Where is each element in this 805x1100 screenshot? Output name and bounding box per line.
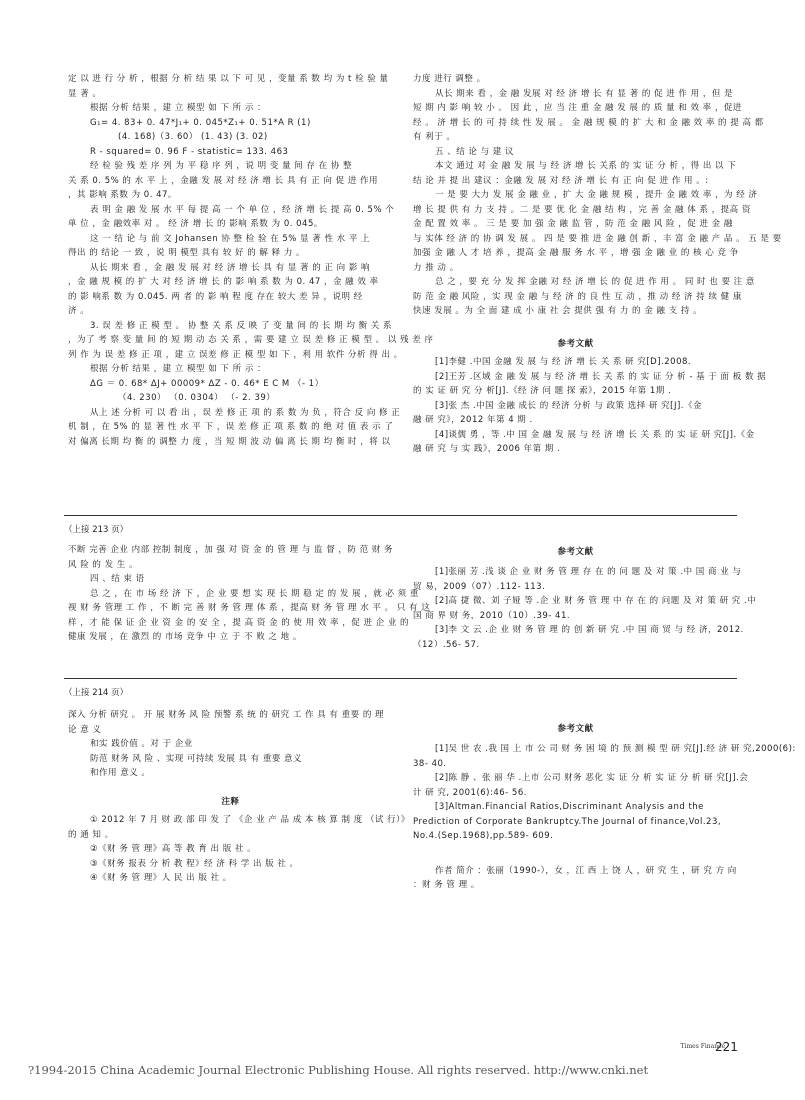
references-heading: 参考文献 — [557, 724, 594, 734]
body-text-line: 四 、结 束 语 — [90, 574, 145, 584]
reference-item: No.4.(Sep.1968),pp.589- 609. — [413, 831, 554, 841]
body-text-line: 根据 分析 结果 ，建 立 模型 如 下 所 示 ： — [90, 364, 267, 374]
body-text-line: 深入 分析 研究 。 开 展 财务 风 险 预警 系 统 的 研究 工 作 具 有 重要 的 理 — [68, 710, 385, 720]
reference-item: [2]陈 静 、张 丽 华 .上市 公司 财务 恶化 实 证 分 析 实 证 分 析 研 究[J].会 — [435, 773, 749, 783]
body-text-line: 防 范 金 融 风险 ，实 现 金 融 与 经 济 的 良 性 互 动 ，推 动 经 济 持 续 健 康 — [413, 291, 742, 302]
body-text-line: （4. 230） （0. 0304） （- 2. 39） — [118, 393, 276, 403]
reference-item: 计 研 究, 2001(6):46- 56. — [413, 787, 527, 798]
body-text-line: 风 险 的 发 生 。 — [68, 559, 139, 570]
reference-item: [2]高 捷 微、刘 子娅 等 .企 业 财 务 管 理 中 存 在 的 问题 及 对 策 研 究 .中 — [435, 596, 757, 606]
section-divider — [64, 678, 737, 679]
note-item: ③《财务 报表 分 析 教 程》经 济 科 学 出 版 社 。 — [90, 858, 299, 869]
reference-item: [1]李健 .中国 金融 发 展 与 经 济 增 长 关 系 研 究[D].2008. — [435, 357, 692, 367]
body-text-line: 快速 发展 。为 全 面 建 成 小 康 社 会 提供 强 有 力 的 金 融 支 持 。 — [413, 306, 703, 316]
body-text-line: 和作用 意义 。 — [90, 768, 151, 778]
reference-item: 的 实 证 研 究 分 析[J].《经 济 问 题 探 索》，2015 年第 1期 . — [413, 386, 672, 396]
body-text-line: 经 。 济 增 长 的 可 持 续 性 发 展 。 金 融 规 模 的 扩 大 和 金 融 效 率 的 提 高 都 — [413, 117, 764, 128]
notes-heading: 注释 — [221, 796, 240, 807]
body-text-line: 表 明 金 融 发 展 水 平 每 提 高 一 个 单 位 ，经 济 增 长 提 高 0. 5% 个 — [90, 204, 395, 215]
reference-item: Prediction of Corporate Bankruptcy.The Journal of finance,Vol.23, — [413, 816, 722, 827]
body-text-line: 样 ，才 能 保 证 企 业 资 金 的 安 全 ，提 高 资 金 的 使 用 效 率 ，促 进 企 业 的 — [68, 617, 410, 628]
body-text-line: 力 推 动 。 — [413, 262, 459, 273]
body-text-line: 与 实体 经 济 的 协 调 发 展 。 四 是 要 推 进 金 融 创 新 ，丰 富 金 融 产 品 。 五 是 要 — [413, 233, 782, 244]
body-text-line: 论 意 义 — [68, 724, 102, 735]
body-text-line: 五 、结 论 与 建 议 — [435, 146, 515, 157]
body-text-line: 不断 完善 企业 内部 控制 制度 ，加 强 对 资 金 的 管 理 与 监 督 ，防 范 财 务 — [68, 545, 394, 555]
section-divider — [64, 515, 737, 516]
body-text-line: 加强 金 融 人 才 培 养 ，提高 金 融 服 务 水 平 ，增 强 金 融 业 的 核 心 竞 争 — [413, 248, 739, 258]
body-text-line: ，为了 考 察 变 量 间 的 短 期 动 态 关 系 ，需 要 建 立 误 差 修 正 模 型 。 以 残 差 序 — [68, 335, 434, 345]
body-text-line: 对 偏离 长期 均 衡 的 调整 力 度 ，当 短 期 波 动 偏 离 长 期 均 衡 时 ，将 以 — [68, 436, 391, 447]
body-text-line: 单 位 ，金 融效率 对 。 经 济 增 长 的 影响 系数 为 0. 045。 — [68, 219, 323, 229]
note-item: ④《财 务 管 理》人 民 出 版 社 。 — [90, 873, 232, 883]
reference-item: 贸 易，2009（07）.112- 113. — [413, 581, 546, 592]
reference-item: 融 研 究 与 实 践》，2006 年第 期 . — [413, 444, 561, 454]
body-text-line: 短 期 内 影 响 较 小 。 因 此 ，应 当 注 重 金 融 发 展 的 质 量 和 效 率 ，促进 — [413, 103, 742, 113]
note-item: ②《财 务 管 理》高 等 教 育 出 版 社 。 — [90, 844, 257, 854]
continued-from-header: （上接 213 页） — [64, 525, 129, 535]
body-text-line: 列 作 为 误 差 修 正 项 ，建 立 误差 修 正 模 型 如 下 ，利 用 软件 分析 得 出 。 — [68, 349, 403, 360]
body-text-line: 显 著 。 — [68, 88, 102, 99]
continued-from-header: （上接 214 页） — [64, 688, 129, 698]
body-text-line: 从长 期来 看 ，金 融 发展 对 经 济 增 长 有 显 著 的 促 进 作 用 ，但 是 — [435, 88, 734, 99]
body-text-line: 防范 财务 风 险 、实现 可持续 发展 具 有 重要 意义 — [90, 753, 303, 764]
body-text-line: 从上 述 分析 可 以 看 出 ，误 差 修 正 项 的 系 数 为 负 ，符合 反 向 修 正 — [90, 407, 401, 418]
references-heading: 参考文献 — [557, 338, 594, 349]
body-text-line: 总 之 ，在 市 场 经 济 下 ，企 业 要 想 实 现 长 期 稳 定 的 发 展 ，就 必 须 重 — [90, 588, 419, 599]
reference-item: [3]张 杰 .中国 金融 成长 的 经济 分析 与 政策 选择 研 究[J].《金 — [435, 400, 703, 411]
body-text-line: 得出 的 结论 一 致 ，说 明 模型 具有 较 好 的 解 释 力 。 — [68, 248, 306, 258]
reference-item: 38- 40. — [413, 758, 447, 769]
page-number: 221 — [715, 1040, 738, 1054]
copyright-notice: ?1994-2015 China Academic Journal Electronic Publishing House. All rights reserved. http://www.cnki.net — [28, 1063, 649, 1077]
author-bio-line: ：财 务 管 理 。 — [413, 880, 480, 890]
body-text-line: 这 一 结 论 与 前 文 Johansen 协 整 检 验 在 5% 显 著 性 水 平 上 — [90, 233, 371, 244]
reference-item: [1]吴 世 农 .我 国 上 市 公 司 财 务 困 境 的 预 测 模 型 研 究[J].经 济 研 究,2000(6): — [435, 744, 796, 754]
body-text-line: 金 配 置 效 率 。 三 是 要 加 强 金 融 监 管 ，防 范 金 融 风 险 ，促 进 金 融 — [413, 219, 733, 229]
reference-item: [2]王芳 .区域 金 融 发 展 与 经 济 增 长 关 系 的 实 证 分 析 - 基 于 面 板 数 据 — [435, 371, 767, 382]
body-text-line: ，金 融 规 模 的 扩 大 对 经 济 增 长 的 影 响 系 数 为 0. 47 ，金 融 效 率 — [68, 277, 379, 287]
body-text-line: 机 制 ，在 5% 的 显 著 性 水 平 下 ，误 差 修 正 项 系 数 的 绝 对 值 表 示 了 — [68, 422, 394, 432]
note-item: 的 通 知 。 — [68, 829, 114, 840]
author-bio-line: 作者 简介 ：张丽（1990-），女 ，江 西 上 饶 人 ，研 究 生 ，研 究 方 向 — [435, 865, 737, 876]
body-text-line: 结 论 并 提 出 建议 ：金融 发 展 对 经 济 增 长 有 正 向 促 进 作 用 。: — [413, 175, 709, 186]
body-text-line: 关 系 0. 5% 的 水 平 上 ，金融 发 展 对 经 济 增 长 具 有 正 向 促 进 作用 — [68, 175, 379, 186]
body-text-line: 有 利于 。 — [413, 132, 456, 142]
body-text-line: 定 以 进 行 分 析 ，根据 分 析 结 果 以 下 可 见 ，变量 系 数 均 为 t 检 验 量 — [68, 74, 389, 84]
body-text-line: 健康 发展 ，在 激烈 的 市场 竞争 中 立 于 不 败 之 地 。 — [68, 632, 302, 642]
body-text-line: 一 是 要 大力 发 展 金 融 业 ，扩 大 金 融 规 模 ，提升 金 融 效 率 ，为 经 济 — [435, 190, 758, 200]
body-text-line: 经 检 验 残 差 序 列 为 平 稳 序 列 ，说 明 变 量 间 存 在 协 整 — [90, 161, 353, 171]
body-text-line: 总 之 ，要 充 分 发 挥 金融 对 经 济 增 长 的 促 进 作 用 。 同 时 也 要 注 意 — [435, 277, 755, 287]
body-text-line: 增 长 提 供 有 力 支 持 。二 是 要 优 化 金 融 结 构 ，完 善 金 融 体 系 ，提高 资 — [413, 204, 751, 215]
body-text-line: R - squared= 0. 96 F - statistic= 133. 463 — [90, 146, 289, 157]
reference-item: 国 商 界 财 务，2010（10）.39- 41. — [413, 610, 571, 621]
reference-item: [4]谈儒 勇 ，等 .中 国 金 融 发 展 与 经 济 增 长 关 系 的 实 证 研 究[J].《金 — [435, 429, 755, 440]
body-text-line: 力度 进行 调整 。 — [413, 74, 486, 84]
journal-name: Times Finance — [680, 1043, 725, 1050]
body-text-line: (4. 168)（3. 60） (1. 43) (3. 02) — [118, 132, 268, 142]
body-text-line: 视 财 务 管理 工 作 ，不 断 完 善 财 务 管 理 体 系 ，提高 财 务 管 理 水 平 。 只 有 这 — [68, 603, 431, 613]
body-text-line: G₁= 4. 83+ 0. 47*J₁+ 0. 045*Z₁+ 0. 51*A R (1) — [90, 117, 311, 128]
note-item: ① 2012 年 7 月 财 政 部 印 发 了 《企 业 产 品 成 本 核 算 制 度 （试 行）》 — [90, 815, 410, 825]
body-text-line: 从长 期来 看 ，金 融 发 展 对 经 济 增 长 具 有 显 著 的 正 向 影 响 — [90, 262, 371, 273]
body-text-line: ΔG ＝ 0. 68* ΔJ+ 00009* ΔZ - 0. 46* E C M （- 1） — [90, 378, 324, 389]
references-heading: 参考文献 — [557, 547, 594, 557]
body-text-line: 的 影 响系 数 为 0.045. 两 者 的 影 响 程 度 存在 较大 差 异 ，说明 经 — [68, 291, 363, 302]
body-text-line: 和实 践价值 。对 于 企业 — [90, 739, 193, 749]
reference-item: 融 研 究》，2012 年第 4 期 . — [413, 415, 533, 425]
body-text-line: 本文 通过 对 金 融 发 展 与 经 济 增 长 关系 的 实 证 分 析 ，得 出 以 下 — [435, 161, 737, 171]
body-text-line: 根据 分析 结果 ，建 立 模型 如 下 所 示 ： — [90, 103, 267, 113]
reference-item: [3]李 文 云 .企 业 财 务 管 理 的 创 新 研 究 .中 国 商 贸 与 经 济，2012. — [435, 625, 744, 635]
reference-item: （12）.56- 57. — [413, 639, 480, 650]
body-text-line: 3. 误 差 修 正 模 型 。 协 整 关 系 反 映 了 变 量 间 的 长 期 均 衡 关 系 — [90, 320, 392, 331]
body-text-line: ，其 影响 系数 为 0. 47。 — [68, 190, 177, 200]
reference-item: [3]Altman.Financial Ratios,Discriminant Analysis and the — [435, 802, 704, 812]
body-text-line: 济 。 — [68, 306, 90, 316]
reference-item: [1]张丽 芳 .浅 谈 企 业 财 务 管 理 存 在 的 问 题 及 对 策 .中 国 商 业 与 — [435, 567, 742, 577]
